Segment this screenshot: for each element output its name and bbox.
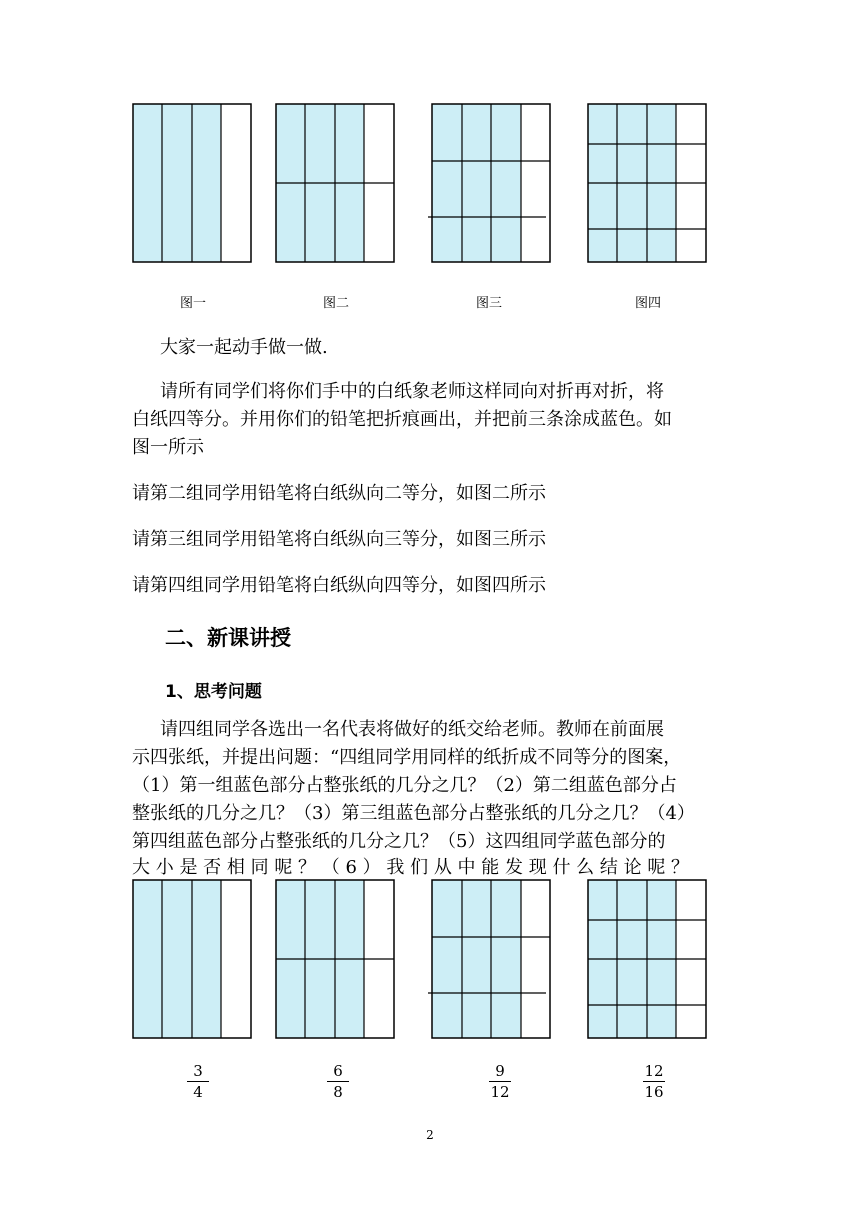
intro-line: 大家一起动手做一做. xyxy=(160,337,328,358)
fraction-denominator: 12 xyxy=(490,1083,510,1101)
fraction-bar xyxy=(327,1081,349,1082)
shaded-region xyxy=(432,880,521,1038)
fraction-numerator: 6 xyxy=(333,1062,343,1080)
figure-4-bottom xyxy=(587,879,707,1040)
intro-paragraph-line: 白纸四等分。并用你们的铅笔把折痕画出，并把前三条涂成蓝色。如 xyxy=(132,409,672,430)
question-line: 大 小 是 否 相 同 呢 ？ （ 6 ） 我 们 从 中 能 发 现 什 么 结 论 呢 ？ xyxy=(132,857,690,878)
question-line: 示四张纸，并提出问题：“四组同学用同样的纸折成不同等分的图案， xyxy=(132,747,682,768)
fraction-numerator: 3 xyxy=(193,1062,203,1080)
fraction-1 xyxy=(178,1062,218,1101)
group3-instruction: 请第三组同学用铅笔将白纸纵向三等分，如图三所示 xyxy=(132,529,546,550)
intro-paragraph-line: 图一所示 xyxy=(132,437,204,458)
figure-caption-2: 图二 xyxy=(322,296,349,311)
fraction-3 xyxy=(480,1062,520,1101)
figure-2-top xyxy=(275,103,395,264)
fraction-numerator: 9 xyxy=(495,1062,505,1080)
page-number: 2 xyxy=(426,1128,434,1142)
shaded-region xyxy=(133,104,221,262)
figure-1-top xyxy=(132,103,252,264)
fraction-denominator: 8 xyxy=(333,1083,343,1101)
group4-instruction: 请第四组同学用铅笔将白纸纵向四等分，如图四所示 xyxy=(132,575,546,596)
question-line: 整张纸的几分之几？（3）第三组蓝色部分占整张纸的几分之几？（4） xyxy=(132,803,695,824)
shaded-region xyxy=(432,104,521,262)
shaded-region xyxy=(133,880,221,1038)
fraction-denominator: 4 xyxy=(193,1083,203,1101)
fraction-4 xyxy=(634,1062,674,1101)
question-line: 第四组蓝色部分占整张纸的几分之几？（5）这四组同学蓝色部分的 xyxy=(132,831,666,852)
question-line: 请四组同学各选出一名代表将做好的纸交给老师。教师在前面展 xyxy=(160,719,664,740)
figure-3-bottom xyxy=(428,879,552,1040)
intro-paragraph-line: 请所有同学们将你们手中的白纸象老师这样同向对折再对折，将 xyxy=(160,381,664,402)
fraction-bar xyxy=(187,1081,209,1082)
group2-instruction: 请第二组同学用铅笔将白纸纵向二等分，如图二所示 xyxy=(132,483,546,504)
fraction-numerator: 12 xyxy=(644,1062,664,1080)
figure-1-bottom xyxy=(132,879,252,1040)
fraction-bar xyxy=(489,1081,511,1082)
subsection-heading: 1、思考问题 xyxy=(165,682,262,702)
section-heading: 二、新课讲授 xyxy=(165,626,291,650)
figure-caption-3: 图三 xyxy=(475,296,502,311)
fraction-denominator: 16 xyxy=(644,1083,664,1101)
figure-4-top xyxy=(587,103,707,264)
figure-3-top xyxy=(428,103,552,264)
fraction-bar xyxy=(643,1081,665,1082)
fraction-2 xyxy=(318,1062,358,1101)
figure-2-bottom xyxy=(275,879,395,1040)
question-line: （1）第一组蓝色部分占整张纸的几分之几？（2）第二组蓝色部分占 xyxy=(132,775,677,796)
figure-caption-1: 图一 xyxy=(179,296,206,311)
figure-caption-4: 图四 xyxy=(634,296,661,311)
